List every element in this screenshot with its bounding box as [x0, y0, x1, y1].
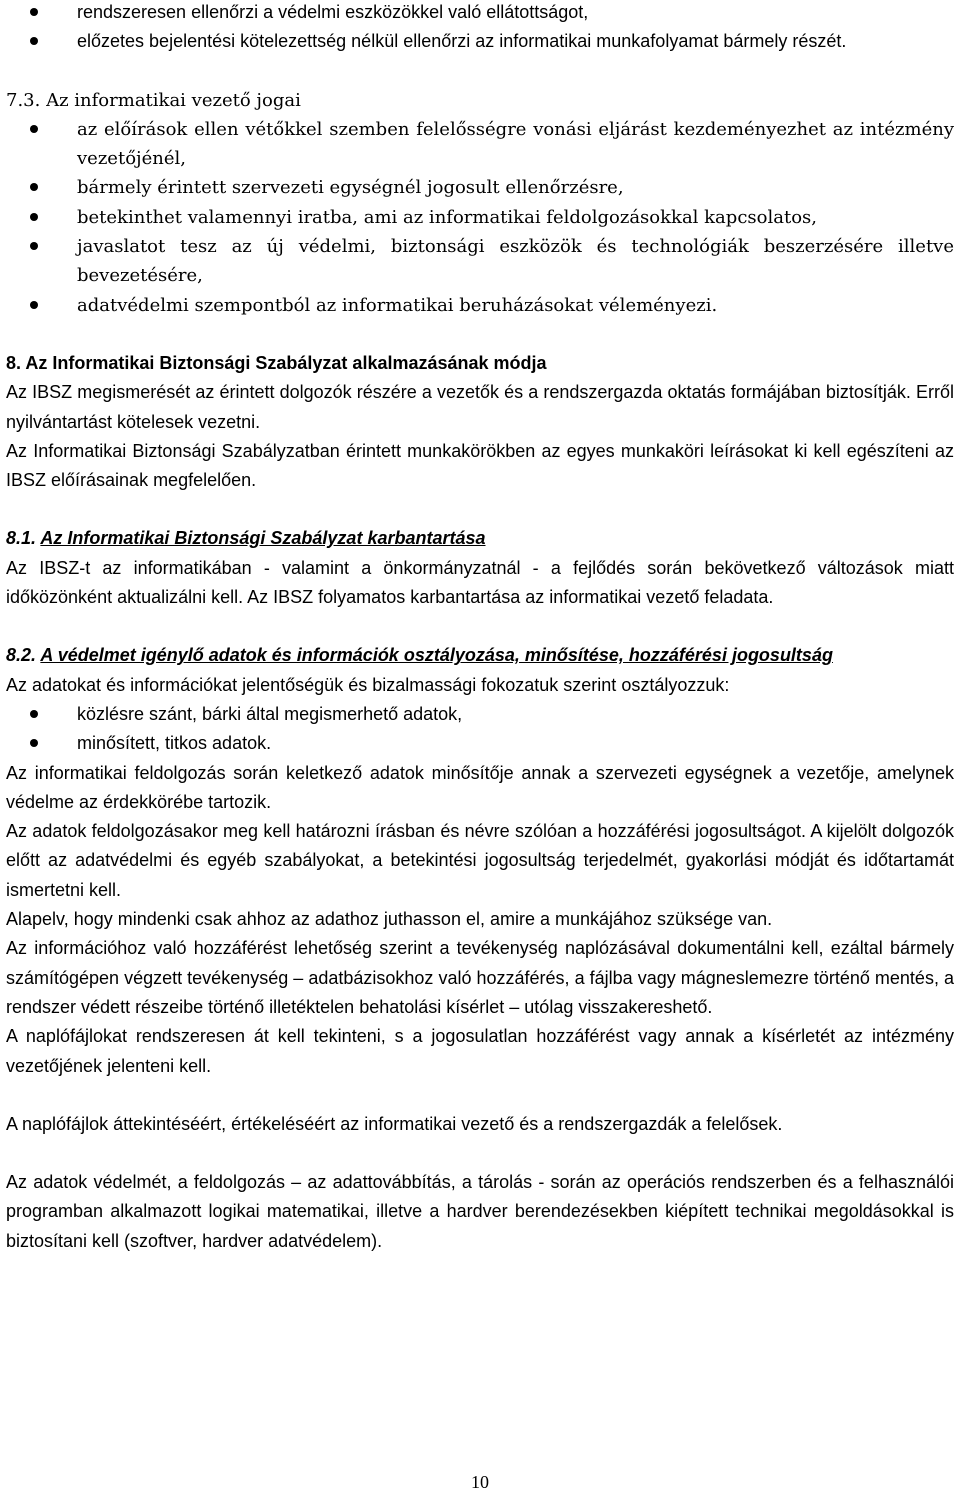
section-number: 8.1.	[6, 528, 37, 549]
section-heading-7-3	[6, 86, 954, 115]
spacer	[6, 1081, 954, 1110]
list-item: az előírások ellen vétőkkel szemben felelősségre vonási eljárást kezdeményezhet az intézmény vezetőjénél,	[6, 115, 954, 174]
list-item: adatvédelmi szempontból az informatikai beruházásokat véleményezi.	[6, 291, 954, 320]
spacer	[6, 1139, 954, 1168]
paragraph: A naplófájlok áttekintéséért, értékeléséért az informatikai vezető és a rendszergazdák a felelősek.	[6, 1113, 783, 1134]
section-number: 7.3.	[6, 89, 41, 111]
spacer	[6, 495, 954, 524]
section-heading-8-2	[6, 641, 954, 670]
list-item: minősített, titkos adatok.	[6, 729, 954, 758]
spacer	[6, 57, 954, 86]
section-heading-8-1	[6, 524, 954, 553]
list-item: betekinthet valamennyi iratba, ami az informatikai feldolgozásokkal kapcsolatos,	[6, 203, 954, 232]
list-item: javaslatot tesz az új védelmi, biztonsági eszközök és technológiák beszerzésére illetve bevezetésére,	[6, 232, 954, 291]
paragraph: Az adatok védelmét, a feldolgozás – az adattovábbítás, a tárolás - során az operációs rendszerben és a felhasználói programban alkalmazott logikai matematikai, illetve a hardver berendezésekben kiépített technikai megoldásokkal is biztosítani kell (szoftver, hardver adatvédelem).	[6, 1172, 954, 1251]
rights-bullet-list	[6, 115, 954, 320]
paragraph: Alapelv, hogy mindenki csak ahhoz az adathoz juthasson el, amire a munkájához szüksége van.	[6, 909, 773, 930]
paragraph: Az adatok feldolgozásakor meg kell határozni írásban és névre szólóan a hozzáférési jogosultságot. A kijelölt dolgozók előtt az adatvédelmi és egyéb szabályokat, a betekintési jogosultság terjedelmét, gyakorlási módját és időtartamát ismertetni kell.	[6, 821, 954, 900]
section-title: A védelmet igénylő adatok és információk osztályozása, minősítése, hozzáférési jogosultság	[40, 645, 833, 666]
paragraph: Az adatokat és információkat jelentőségük és bizalmassági fokozatuk szerint osztályozzuk:	[6, 674, 730, 695]
paragraph: Az IBSZ-t az informatikában - valamint a önkormányzatnál - a fejlődés során bekövetkező változások miatt időközönként aktualizálni kell. Az IBSZ folyamatos karbantartása az informatikai vezető feladata.	[6, 557, 954, 608]
spacer	[6, 612, 954, 641]
paragraph: Az IBSZ megismerését az érintett dolgozók részére a vezetők és a rendszergazda oktatás formájában biztosítják. Erről nyilvántartást kötelesek vezetni.	[6, 382, 954, 432]
paragraph: Az Informatikai Biztonsági Szabályzatban érintett munkakörökben az egyes munkaköri leírásokat ki kell egészíteni az IBSZ előírásainak megfelelően.	[6, 440, 954, 491]
list-item: közlésre szánt, bárki által megismerhető adatok,	[6, 700, 954, 729]
section-title: Az Informatikai Biztonsági Szabályzat alkalmazásának módja	[25, 352, 547, 373]
section-number: 8.2.	[6, 645, 37, 666]
section-heading-8	[6, 349, 954, 378]
list-item: rendszeresen ellenőrzi a védelmi eszközökkel való ellátottságot,	[6, 0, 954, 27]
page-number: 10	[471, 1472, 489, 1492]
classification-bullet-list	[6, 700, 954, 759]
paragraph: Az informatikai feldolgozás során keletkező adatok minősítője annak a szervezeti egységnek a vezetője, amelynek védelme az érdekkörébe tartozik.	[6, 762, 954, 812]
list-item: bármely érintett szervezeti egységnél jogosult ellenőrzésre,	[6, 173, 954, 202]
list-item: előzetes bejelentési kötelezettség nélkül ellenőrzi az informatikai munkafolyamat bármely részét.	[6, 27, 954, 56]
section-title: Az informatikai vezető jogai	[46, 89, 301, 111]
paragraph: A naplófájlokat rendszeresen át kell tekinteni, s a jogosulatlan hozzáférést vagy annak a kísérletét az intézmény vezetőjének jelenteni kell.	[6, 1026, 954, 1076]
spacer	[6, 320, 954, 349]
intro-bullet-list	[6, 0, 954, 57]
section-title: Az Informatikai Biztonsági Szabályzat karbantartása	[40, 528, 486, 549]
paragraph: Az információhoz való hozzáférést lehetőség szerint a tevékenység naplózásával dokumentálni kell, ezáltal bármely számítógépen végzett tevékenység – adatbázisokhoz való hozzáférés, a fájlba vagy mágneslemezre történő mentés, a rendszer védett részeibe történő illetéktelen behatolási kísérlet – utólag visszakereshető.	[6, 938, 954, 1017]
section-number: 8.	[6, 352, 22, 373]
